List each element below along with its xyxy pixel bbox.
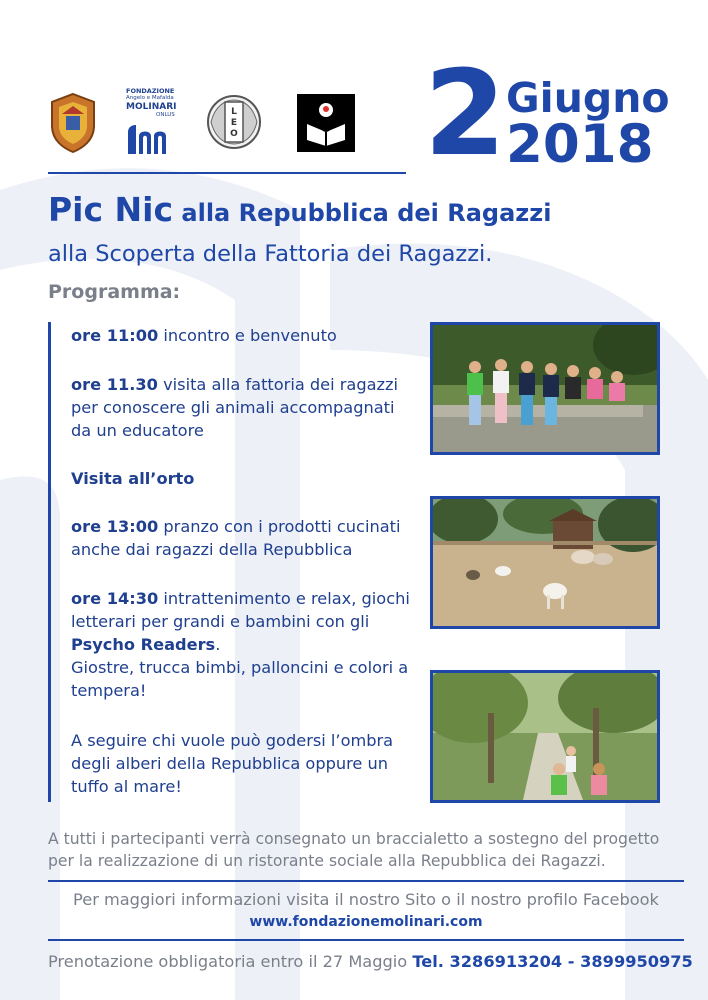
title-divider (48, 172, 406, 174)
bracelet-note: A tutti i partecipanti verrà consegnato un braccialetto a sostegno del progetto per la realizzazione di un ristorante sociale alla Repubblica dei Ragazzi. (48, 830, 660, 870)
leo-club-logo (203, 92, 265, 154)
psycho-readers-logo (297, 94, 355, 156)
event-month: Giugno (506, 74, 670, 122)
title-bold: Pic Nic (48, 190, 174, 229)
program-side-bar (48, 322, 51, 802)
footer-divider-1 (48, 880, 684, 882)
photo-farm-animals (430, 496, 660, 629)
website-link[interactable]: www.fondazionemolinari.com (249, 914, 483, 930)
municipality-crest-logo (48, 92, 98, 154)
programma-label: Programma: (48, 281, 181, 303)
title-rest: alla Repubblica dei Ragazzi (173, 199, 552, 227)
program-item-1300: ore 13:00 pranzo con i prodotti cucinati anche dai ragazzi della Repubblica (71, 517, 401, 559)
program-item-1430: ore 14:30 intrattenimento e relax, giochi letterari per grandi e bambini con gli Psycho Readers. Giostre, trucca bimbi, palloncini e colori a tempera! (71, 589, 410, 700)
program-item-closing: A seguire chi vuole può godersi l’ombra degli alberi della Repubblica oppure un tuffo al mare! (71, 731, 394, 796)
booking-phone[interactable]: Tel. 3286913204 - 3899950975 (412, 952, 693, 971)
fondazione-molinari-logo: FONDAZIONE Angelo e Mafalda MOLINARI ONLUS (126, 88, 196, 158)
svg-text:O: O (230, 129, 238, 139)
program-item-1130: ore 11.30 visita alla fattoria dei ragazzi per conoscere gli animali accompagnati da un educatore (71, 375, 399, 440)
event-subtitle: alla Scoperta della Fattoria dei Ragazzi. (48, 241, 493, 267)
event-title (48, 190, 551, 229)
photo-tree-path (430, 670, 660, 803)
event-year: 2018 (506, 114, 654, 175)
booking-info: Prenotazione obbligatoria entro il 27 Maggio Tel. 3286913204 - 3899950975 (48, 952, 693, 971)
program-item-1100: ore 11:00 incontro e benvenuto (71, 326, 337, 345)
photo-children-on-bench (430, 322, 660, 455)
more-info-text: Per maggiori informazioni visita il nostro Sito o il nostro profilo Facebook (73, 890, 659, 909)
program-item-orto: Visita all’orto (71, 469, 195, 488)
footer-divider-2 (48, 939, 684, 941)
svg-text:E: E (230, 118, 238, 128)
svg-text:L: L (231, 107, 237, 117)
event-day: 2 (424, 44, 503, 182)
